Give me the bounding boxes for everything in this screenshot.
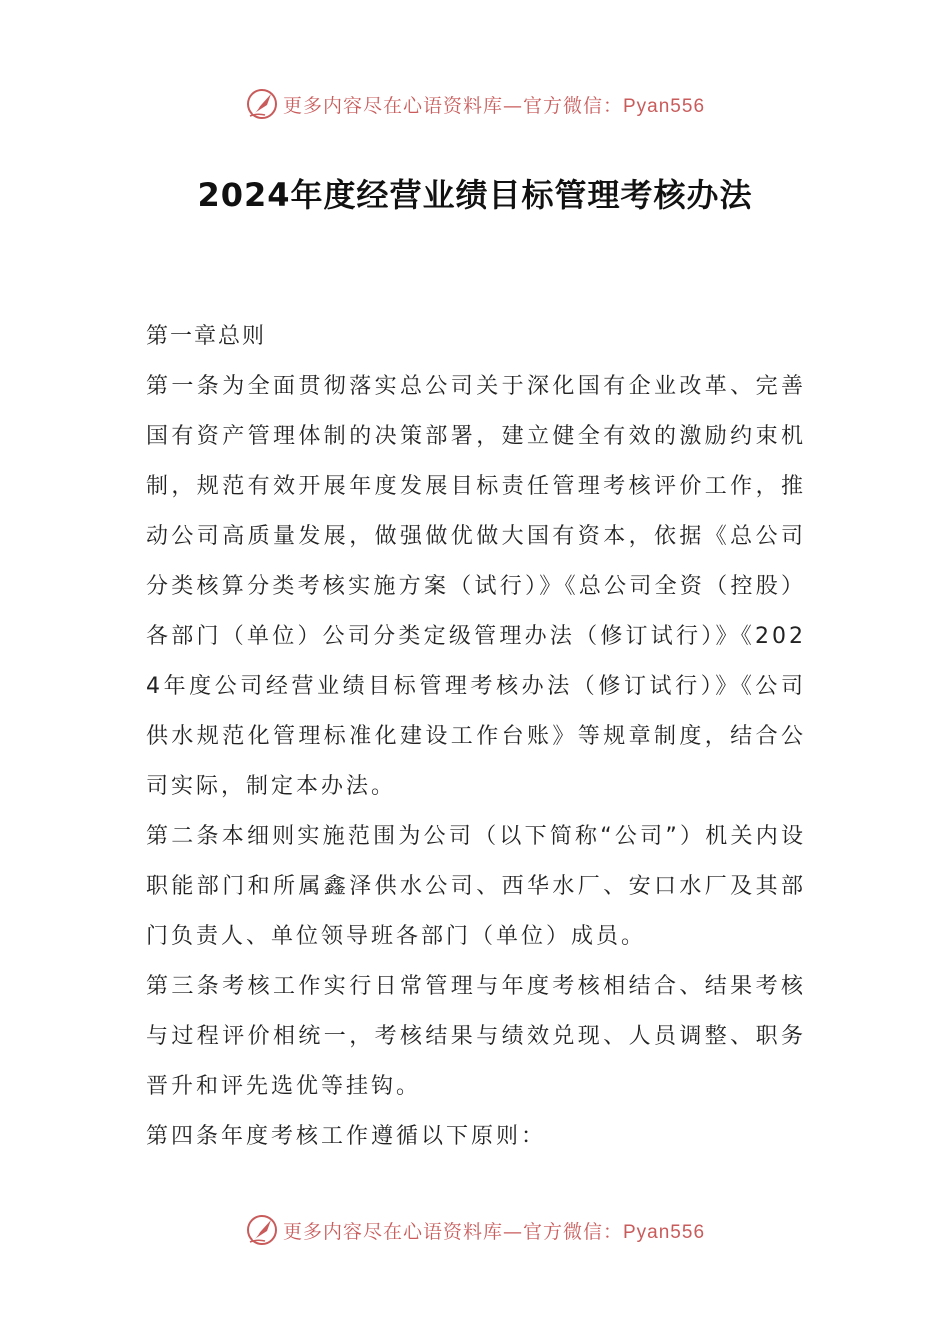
wechat-label: 官方微信：	[522, 1220, 623, 1243]
document-title: 2024年度经营业绩目标管理考核办法	[197, 176, 753, 214]
document-body	[146, 312, 806, 1162]
wechat-id: Pyan556	[623, 95, 706, 117]
watermark-text: 更多内容尽在心语资料库	[282, 1220, 503, 1243]
quill-logo-icon	[245, 87, 279, 121]
chapter-heading: 第一章总则	[146, 324, 267, 349]
article-2: 第二条本细则实施范围为公司（以下简称“公司”）机关内设职能部门和所属鑫泽供水公司、西华水厂、安口水厂及其部门负责人、单位领导班各部门（单位）成员。	[146, 824, 806, 949]
watermark-text: 更多内容尽在心语资料库	[282, 94, 503, 117]
article-4: 第四条年度考核工作遵循以下原则：	[146, 1124, 547, 1149]
wechat-id: Pyan556	[623, 1221, 706, 1243]
footer-watermark	[0, 1210, 950, 1250]
watermark-dash: —	[502, 1220, 523, 1243]
header-watermark	[0, 84, 950, 124]
quill-logo-icon	[245, 1213, 279, 1247]
wechat-label: 官方微信：	[522, 94, 623, 117]
article-3: 第三条考核工作实行日常管理与年度考核相结合、结果考核与过程评价相统一，考核结果与绩效兑现、人员调整、职务晋升和评先选优等挂钩。	[146, 974, 806, 1099]
watermark-dash: —	[502, 94, 523, 117]
article-1: 第一条为全面贯彻落实总公司关于深化国有企业改革、完善国有资产管理体制的决策部署，建立健全有效的激励约束机制，规范有效开展年度发展目标责任管理考核评价工作，推动公司高质量发展，做强做优做大国有资本，依据《总公司分类核算分类考核实施方案（试行）》《总公司全资（控股）各部门（单位）公司分类定级管理办法（修订试行）》《2024年度公司经营业绩目标管理考核办法（修订试行）》《公司供水规范化管理标准化建设工作台账》等规章制度，结合公司实际，制定本办法。	[146, 374, 806, 799]
